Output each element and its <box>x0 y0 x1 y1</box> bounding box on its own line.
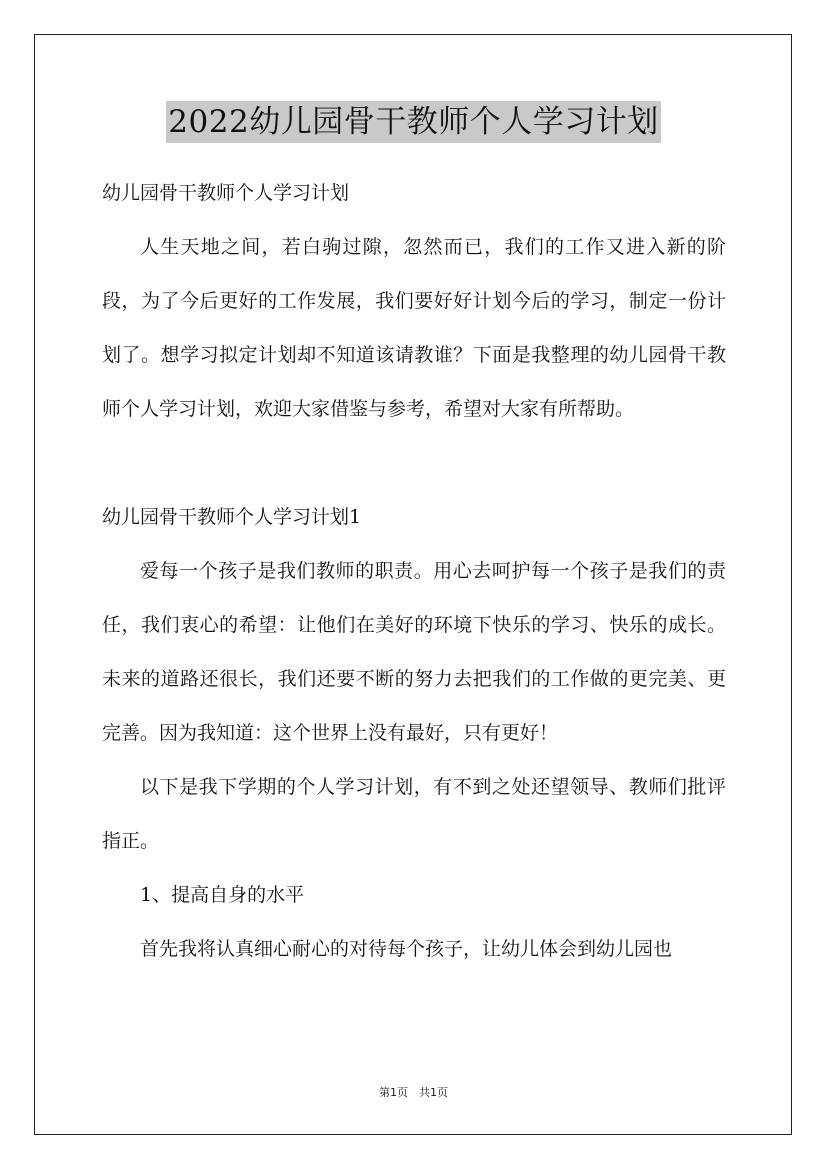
list-item-heading: 1、提高自身的水平 <box>140 884 305 906</box>
intro-paragraph: 人生天地之间，若白驹过隙，忽然而已，我们的工作又进入新的阶段，为了今后更好的工作发展，我们要好好计划今后的学习，制定一份计划了。想学习拟定计划却不知道该请教谁？下面是我整理的幼儿园骨干教师个人学习计划，欢迎大家借鉴与参考，希望对大家有所帮助。 <box>102 236 726 420</box>
document-body <box>102 166 726 976</box>
document-title-text: 2022幼儿园骨干教师个人学习计划 <box>166 101 660 143</box>
body-paragraph-2: 以下是我下学期的个人学习计划，有不到之处还望领导、教师们批评指正。 <box>102 776 726 852</box>
paragraph-gap <box>102 436 726 490</box>
section-heading: 幼儿园骨干教师个人学习计划1 <box>102 506 362 528</box>
page-footer: 第1页 共1页 <box>379 1086 448 1099</box>
document-title <box>0 101 827 143</box>
document-subtitle: 幼儿园骨干教师个人学习计划 <box>102 182 350 204</box>
body-paragraph-3: 首先我将认真细心耐心的对待每个孩子，让幼儿体会到幼儿园也 <box>140 938 673 960</box>
body-paragraph-1: 爱每一个孩子是我们教师的职责。用心去呵护每一个孩子是我们的责任，我们衷心的希望：让他们在美好的环境下快乐的学习、快乐的成长。未来的道路还很长，我们还要不断的努力去把我们的工作做的更完美、更完善。因为我知道：这个世界上没有最好，只有更好！ <box>102 560 726 744</box>
